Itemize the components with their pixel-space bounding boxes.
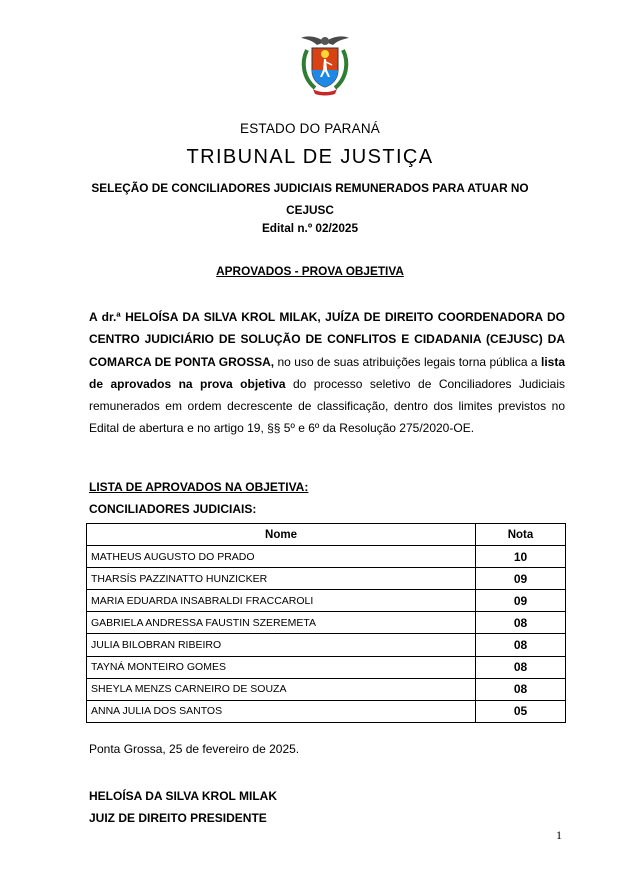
selection-title-line2: CEJUSC <box>286 203 334 217</box>
signature-date: Ponta Grossa, 25 de fevereiro de 2025. <box>89 742 300 756</box>
candidate-name: MATHEUS AUGUSTO DO PRADO <box>87 546 476 568</box>
table-row <box>87 568 566 590</box>
candidate-name: JULIA BILOBRAN RIBEIRO <box>87 634 476 656</box>
candidate-grade: 08 <box>476 656 566 678</box>
table-row <box>87 678 566 700</box>
candidate-name: SHEYLA MENZS CARNEIRO DE SOUZA <box>87 678 476 700</box>
table-row <box>87 546 566 568</box>
announcement-paragraph <box>89 306 565 440</box>
announcement-text-1: no uso de suas atribuições legais torna pública a <box>274 354 541 369</box>
candidate-grade: 08 <box>476 678 566 700</box>
announcement-highlight: lista de aprovados na prova objetiva <box>89 354 565 391</box>
candidate-name: ANNA JULIA DOS SANTOS <box>87 700 476 722</box>
court-title: TRIBUNAL DE JUSTIÇA <box>186 146 434 168</box>
candidate-grade: 05 <box>476 700 566 722</box>
signer-role: JUIZ DE DIREITO PRESIDENTE <box>89 811 267 825</box>
parana-coat-of-arms-icon <box>295 32 355 96</box>
candidate-grade: 08 <box>476 634 566 656</box>
table-row <box>87 700 566 722</box>
table-row <box>87 656 566 678</box>
candidate-grade: 08 <box>476 612 566 634</box>
edital-number: Edital n.º 02/2025 <box>261 221 359 235</box>
list-subtitle: CONCILIADORES JUDICIAIS: <box>89 502 257 516</box>
candidate-grade: 09 <box>476 568 566 590</box>
grade-column-header: Nota <box>476 524 566 546</box>
signer-name: HELOÍSA DA SILVA KROL MILAK <box>89 789 277 803</box>
approved-title: APROVADOS - PROVA OBJETIVA <box>216 264 404 278</box>
table-row <box>87 612 566 634</box>
state-title: ESTADO DO PARANÁ <box>240 121 380 136</box>
name-column-header: Nome <box>87 524 476 546</box>
candidate-name: THARSÍS PAZZINATTO HUNZICKER <box>87 568 476 590</box>
approved-table <box>86 523 566 723</box>
candidate-name: MARIA EDUARDA INSABRALDI FRACCAROLI <box>87 590 476 612</box>
selection-title <box>0 177 620 221</box>
page-number: 1 <box>556 828 562 842</box>
candidate-name: GABRIELA ANDRESSA FAUSTIN SZEREMETA <box>87 612 476 634</box>
table-header-row <box>87 524 566 546</box>
selection-title-line1: SELEÇÃO DE CONCILIADORES JUDICIAIS REMUNERADOS PARA ATUAR NO <box>91 181 529 195</box>
list-title: LISTA DE APROVADOS NA OBJETIVA: <box>89 480 309 494</box>
candidate-grade: 09 <box>476 590 566 612</box>
table-row <box>87 634 566 656</box>
announcement-intro: A dr.ª HELOÍSA DA SILVA KROL MILAK, JUÍZA DE DIREITO COORDENADORA DO CENTRO JUDICIÁRIO DE SOLUÇÃO DE CONFLITOS E CIDADANIA (CEJUSC) DA COMARCA DE PONTA GROSSA, <box>89 310 565 369</box>
candidate-name: TAYNÁ MONTEIRO GOMES <box>87 656 476 678</box>
announcement-text-2: do processo seletivo de Conciliadores Judiciais remunerados em ordem decrescente de classificação, dentro dos limites previstos no Edital de abertura e no artigo 19, §§ 5º e 6º da Resolução 275/2020-OE. <box>89 376 565 436</box>
candidate-grade: 10 <box>476 546 566 568</box>
table-row <box>87 590 566 612</box>
